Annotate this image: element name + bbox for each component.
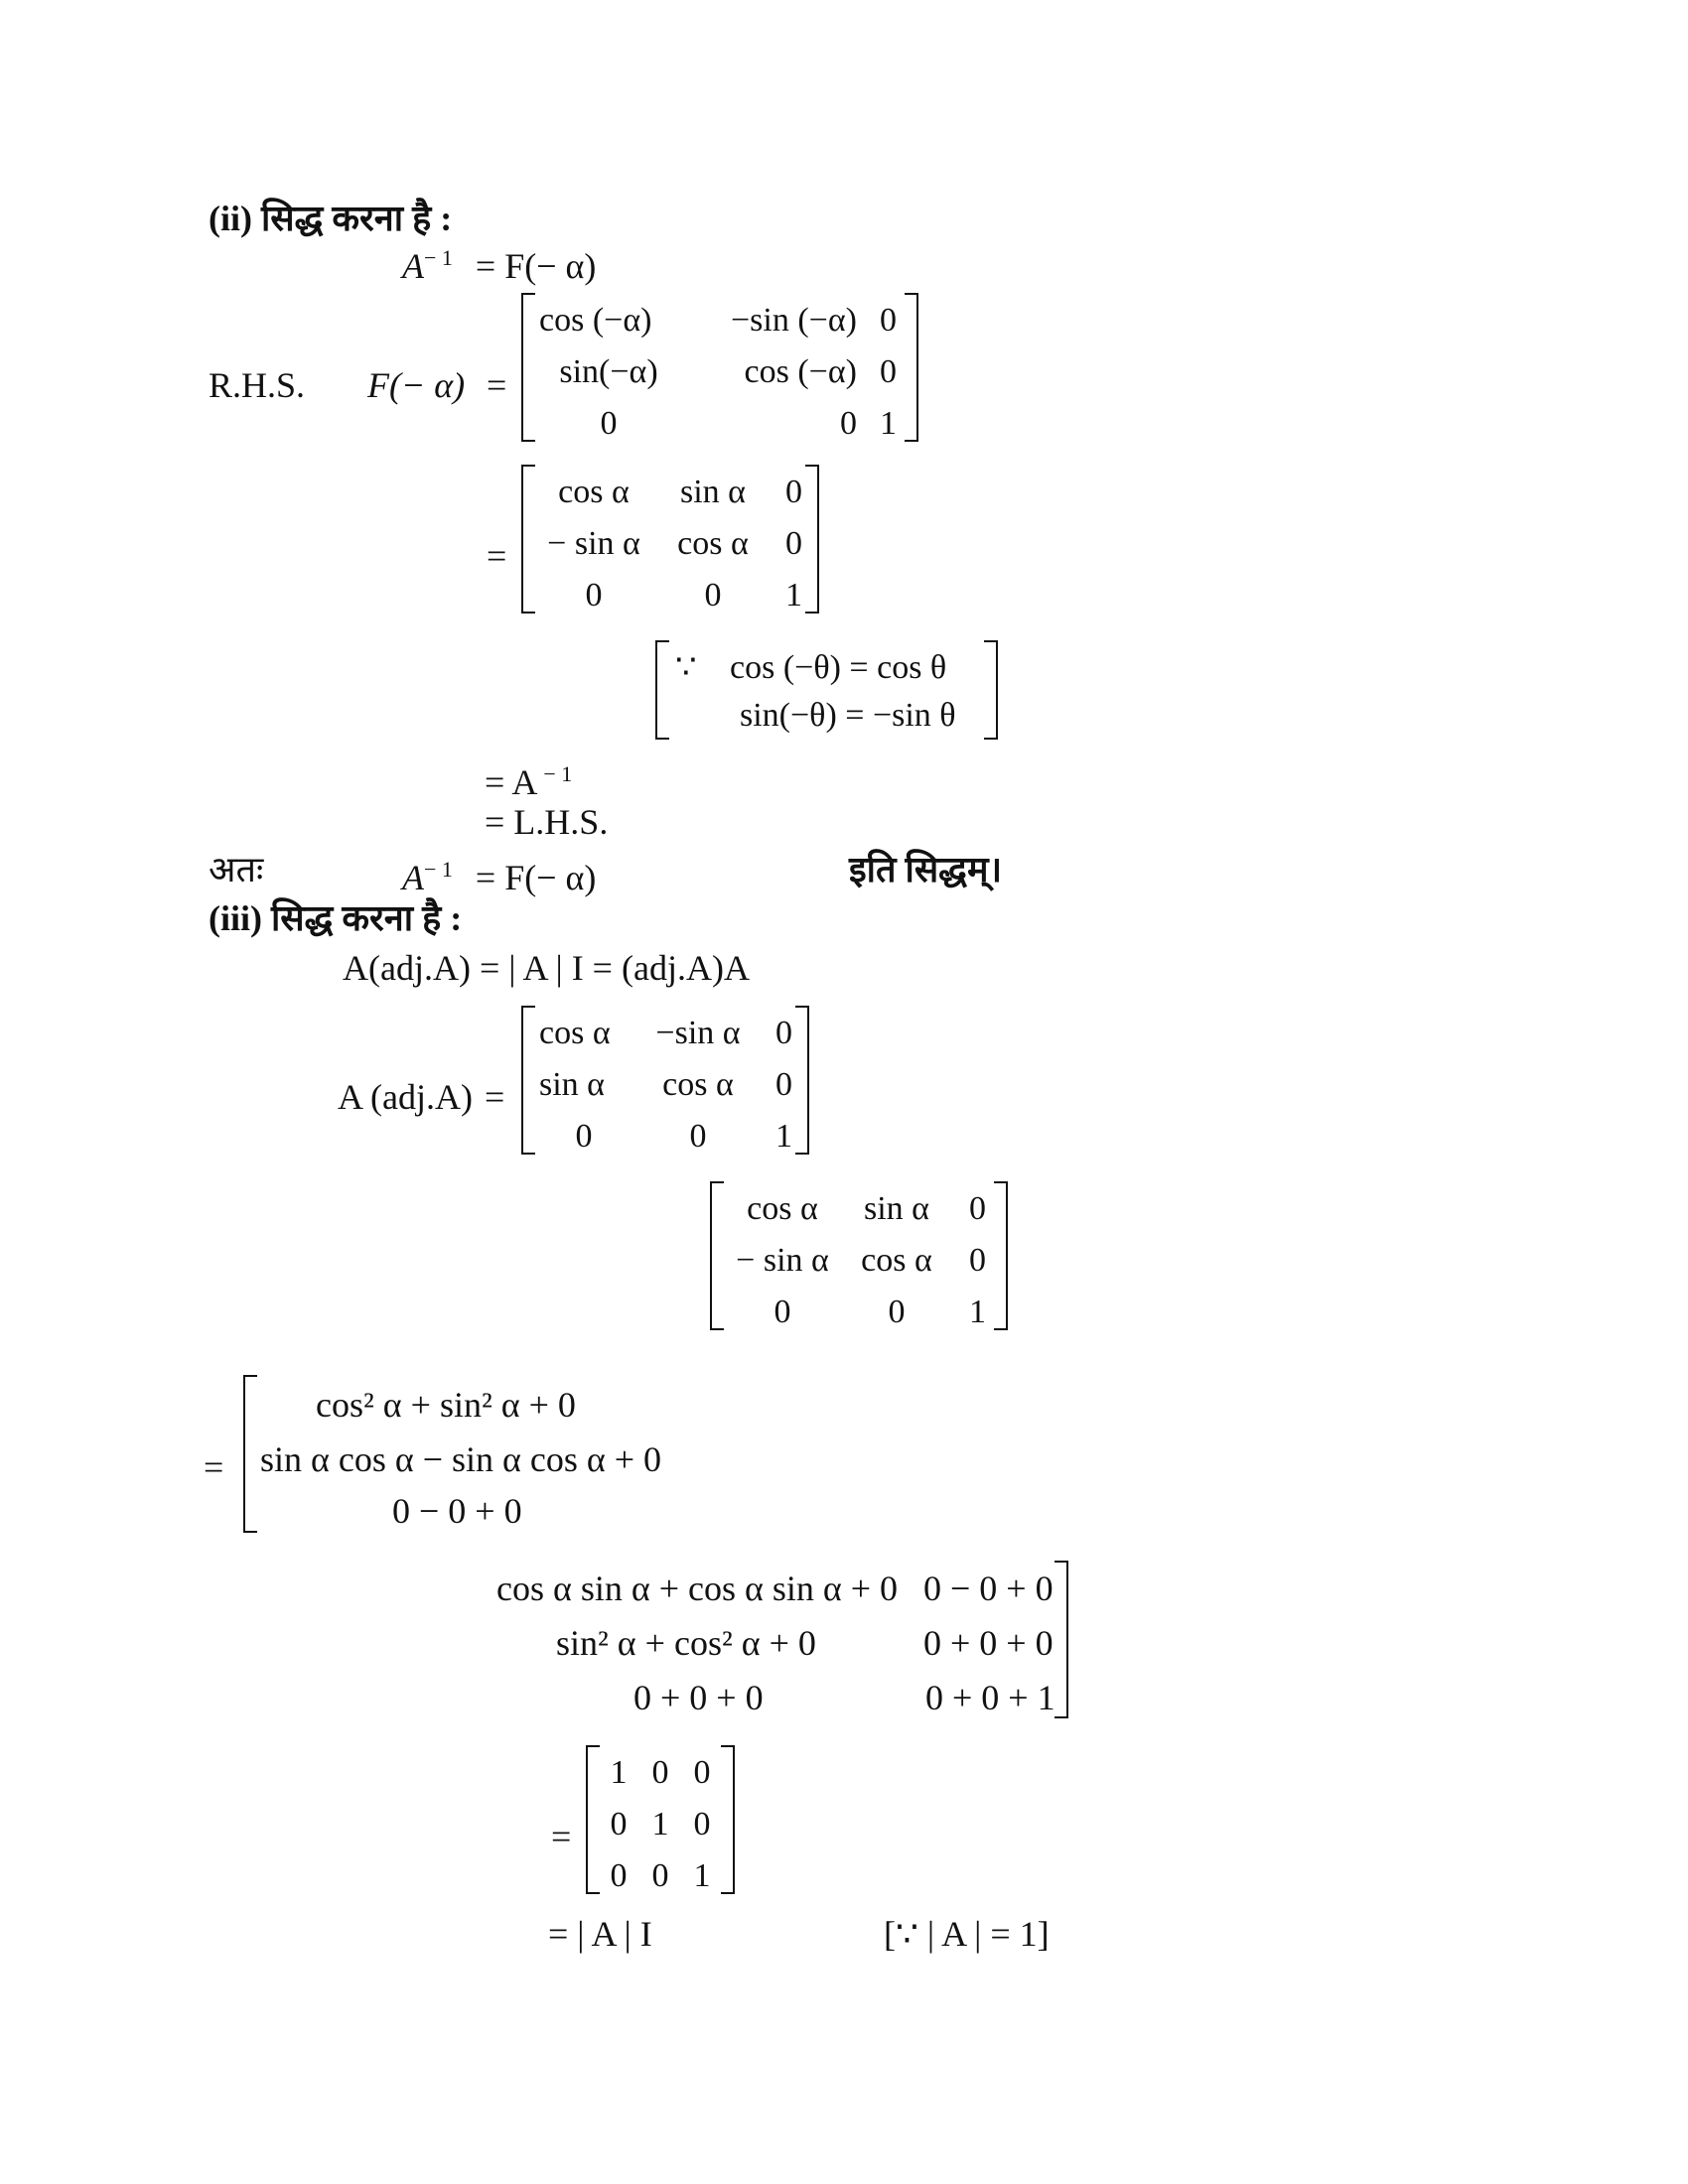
part3-heading: (iii) सिद्ध करना है : <box>209 898 463 938</box>
qed-label: इति सिद्धम्। <box>849 850 1003 889</box>
matrix-cell: 0 <box>888 1294 906 1330</box>
matrix-cell: cos α <box>539 1015 611 1051</box>
product-right-bracket <box>1055 1561 1068 1718</box>
equals-sign: = <box>487 536 507 576</box>
matrix-cell: 0 <box>600 405 618 442</box>
matrix-cell: 0 <box>880 302 897 339</box>
conclusion: $A^{- 1} = F(- \alpha)$ <box>402 857 597 897</box>
matrix-cell: 0 <box>785 525 802 562</box>
matrix-simplified <box>521 465 819 614</box>
matrix-cell: 0 <box>651 1754 669 1791</box>
matrix-cell: 1 <box>651 1806 669 1843</box>
matrix-cell: 0 <box>775 1066 792 1103</box>
because-symbol: ∵ <box>675 649 697 686</box>
matrix-cell: 1 <box>969 1294 986 1330</box>
product-cell: cos² α + sin² α + 0 <box>316 1385 576 1425</box>
matrix-cell: cos α <box>662 1066 734 1103</box>
product-cell: 0 + 0 + 0 <box>633 1678 764 1717</box>
matrix-cell: 0 <box>610 1857 628 1894</box>
part3-claim: A(adj.A) = | A | I = (adj.A)A <box>343 948 750 988</box>
equals-sign: = <box>487 365 507 405</box>
because-line: cos (−θ) = cos θ <box>730 649 947 686</box>
hence-label: अतः <box>209 850 264 889</box>
final-note: [∵ | A | = 1] <box>884 1914 1050 1954</box>
matrix-cell: 1 <box>775 1118 792 1155</box>
matrix-cell: cos α <box>558 474 630 510</box>
matrix-cell: −sin α <box>655 1015 741 1051</box>
matrix-cell: sin α <box>539 1066 605 1103</box>
matrix-cell: 0 <box>693 1806 711 1843</box>
matrix-cell: 0 <box>880 353 897 390</box>
matrix-cell: 0 <box>651 1857 669 1894</box>
product-cell: 0 − 0 + 0 <box>923 1569 1054 1608</box>
equals-sign: = <box>204 1447 224 1487</box>
matrix-cell: 0 <box>969 1190 986 1227</box>
step-a-inverse: = A $^{- 1}$ <box>485 761 573 802</box>
identity-matrix <box>586 1745 735 1894</box>
matrix-cell: sin α <box>864 1190 929 1227</box>
matrix-cell: 0 <box>610 1806 628 1843</box>
matrix-cell: sin(−α) <box>559 353 658 390</box>
matrix-a <box>521 1006 809 1155</box>
matrix-cell: 1 <box>693 1857 711 1894</box>
matrix-cell: 0 <box>689 1118 707 1155</box>
part2-claim: $A^{- 1} = F(- \alpha)$ <box>402 245 597 286</box>
step-lhs: = L.H.S. <box>485 802 609 842</box>
rhs-label: R.H.S. <box>209 365 306 405</box>
product-cell: 0 + 0 + 1 <box>925 1678 1055 1717</box>
matrix-cell: −sin (−α) <box>731 302 857 339</box>
matrix-cell: cos α <box>861 1242 932 1279</box>
matrix-f-minus-alpha <box>521 293 918 442</box>
matrix-cell: cos (−α) <box>744 353 857 390</box>
matrix-cell: − sin α <box>736 1242 829 1279</box>
matrix-cell: sin α <box>680 474 746 510</box>
because-note <box>655 640 998 740</box>
matrix-cell: cos α <box>677 525 749 562</box>
matrix-cell: 0 <box>575 1118 593 1155</box>
matrix-cell: cos α <box>747 1190 818 1227</box>
matrix-cell: 1 <box>880 405 897 442</box>
product-cell: sin α cos α − sin α cos α + 0 <box>260 1439 662 1479</box>
f-minus-alpha-label: F(− α) <box>367 365 466 405</box>
because-line: sin(−θ) = −sin θ <box>740 697 956 734</box>
matrix-cell: 0 <box>693 1754 711 1791</box>
product-cell: cos α sin α + cos α sin α + 0 <box>496 1569 899 1608</box>
equals-sign: = <box>485 1077 505 1117</box>
matrix-cell: 1 <box>785 577 802 614</box>
matrix-cell: 0 <box>775 1015 792 1051</box>
product-cell: 0 + 0 + 0 <box>923 1623 1054 1663</box>
matrix-adj-a <box>710 1181 1008 1330</box>
product-cell: 0 − 0 + 0 <box>392 1491 522 1531</box>
matrix-cell: 1 <box>610 1754 628 1791</box>
matrix-cell: 0 <box>585 577 603 614</box>
matrix-cell: 0 <box>840 405 857 442</box>
matrix-cell: 0 <box>969 1242 986 1279</box>
matrix-cell: 0 <box>704 577 722 614</box>
a-adj-a-label: A (adj.A) <box>338 1077 473 1117</box>
product-cell: sin² α + cos² α + 0 <box>556 1623 816 1663</box>
final-step: = | A | I <box>548 1914 652 1954</box>
matrix-cell: 0 <box>785 474 802 510</box>
matrix-cell: 0 <box>774 1294 791 1330</box>
matrix-cell: cos (−α) <box>539 302 652 339</box>
part2-heading: (ii) सिद्ध करना है : <box>209 199 453 238</box>
equals-sign: = <box>551 1817 572 1856</box>
product-left-bracket <box>243 1375 257 1533</box>
matrix-cell: − sin α <box>547 525 640 562</box>
